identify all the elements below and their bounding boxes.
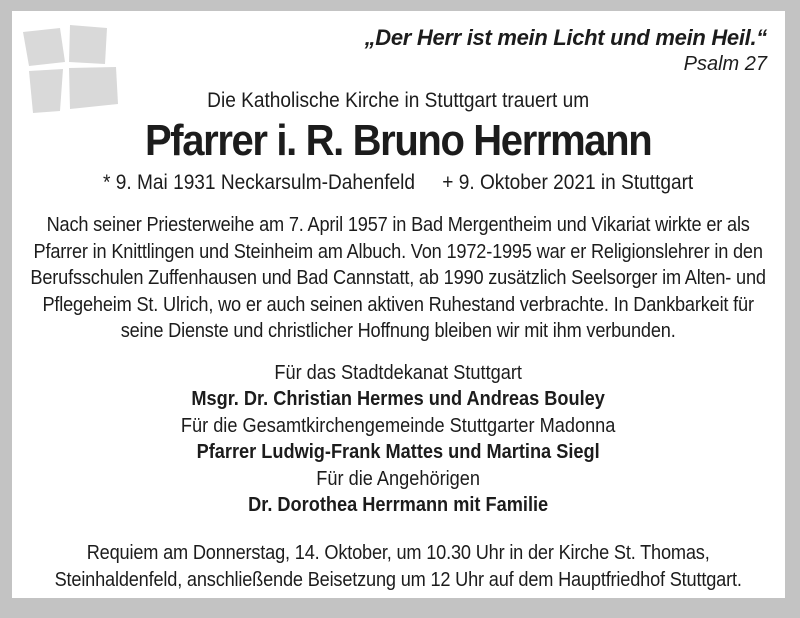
scripture-quote-block [22,25,775,77]
mourner-role: Für das Stadtdekanat Stuttgart [274,361,523,384]
mourner-role: Für die Angehörigen [316,467,481,490]
funeral-info: Requiem am Donnerstag, 14. Oktober, um 10.30 Uhr in der Kirche St. Thomas, Steinhaldenfeld, anschließende Beisetzung um 12 Uhr auf dem Hauptfriedhof Stuttgart. [54,541,743,591]
deceased-name: Pfarrer i. R. Bruno Herrmann [145,116,652,165]
scripture-quote: „Der Herr ist mein Licht und mein Heil.“ [364,25,767,50]
life-dates [22,170,775,196]
intro-line: Die Katholische Kirche in Stuttgart trauert um [207,89,590,112]
scripture-source: Psalm 27 [683,53,767,75]
mourner-names: Dr. Dorothea Herrmann mit Familie [248,494,549,516]
death-date: + 9. Oktober 2021 in Stuttgart [442,171,694,194]
mourners-list [22,360,775,519]
obituary-text: Nach seiner Priesterweihe am 7. April 1957 in Bad Mergentheim und Vikariat wirkte er als Pfarrer in Knittlingen und Steinheim am Albuch. Von 1972-1995 war er Religionslehrer in den Berufsschulen Zuffenhausen und Bad Cannstatt, ab 1990 zusätzlich Seelsorger im Alten- und Pflegeheim St. Ulrich, wo er auch seinen aktiven Ruhestand verbrachte. In Dankbarkeit für seine Dienste und christlicher Hoffnung bleiben wir mit ihm verbunden. [30,214,767,342]
mourner-names: Pfarrer Ludwig-Frank Mattes und Martina Siegl [196,441,601,463]
mourner-role: Für die Gesamtkirchengemeinde Stuttgarter Madonna [181,414,616,437]
birth-date: * 9. Mai 1931 Neckarsulm-Dahenfeld [103,171,416,194]
obituary-notice-page [12,11,785,598]
mourner-names: Msgr. Dr. Christian Hermes und Andreas Bouley [191,388,606,410]
